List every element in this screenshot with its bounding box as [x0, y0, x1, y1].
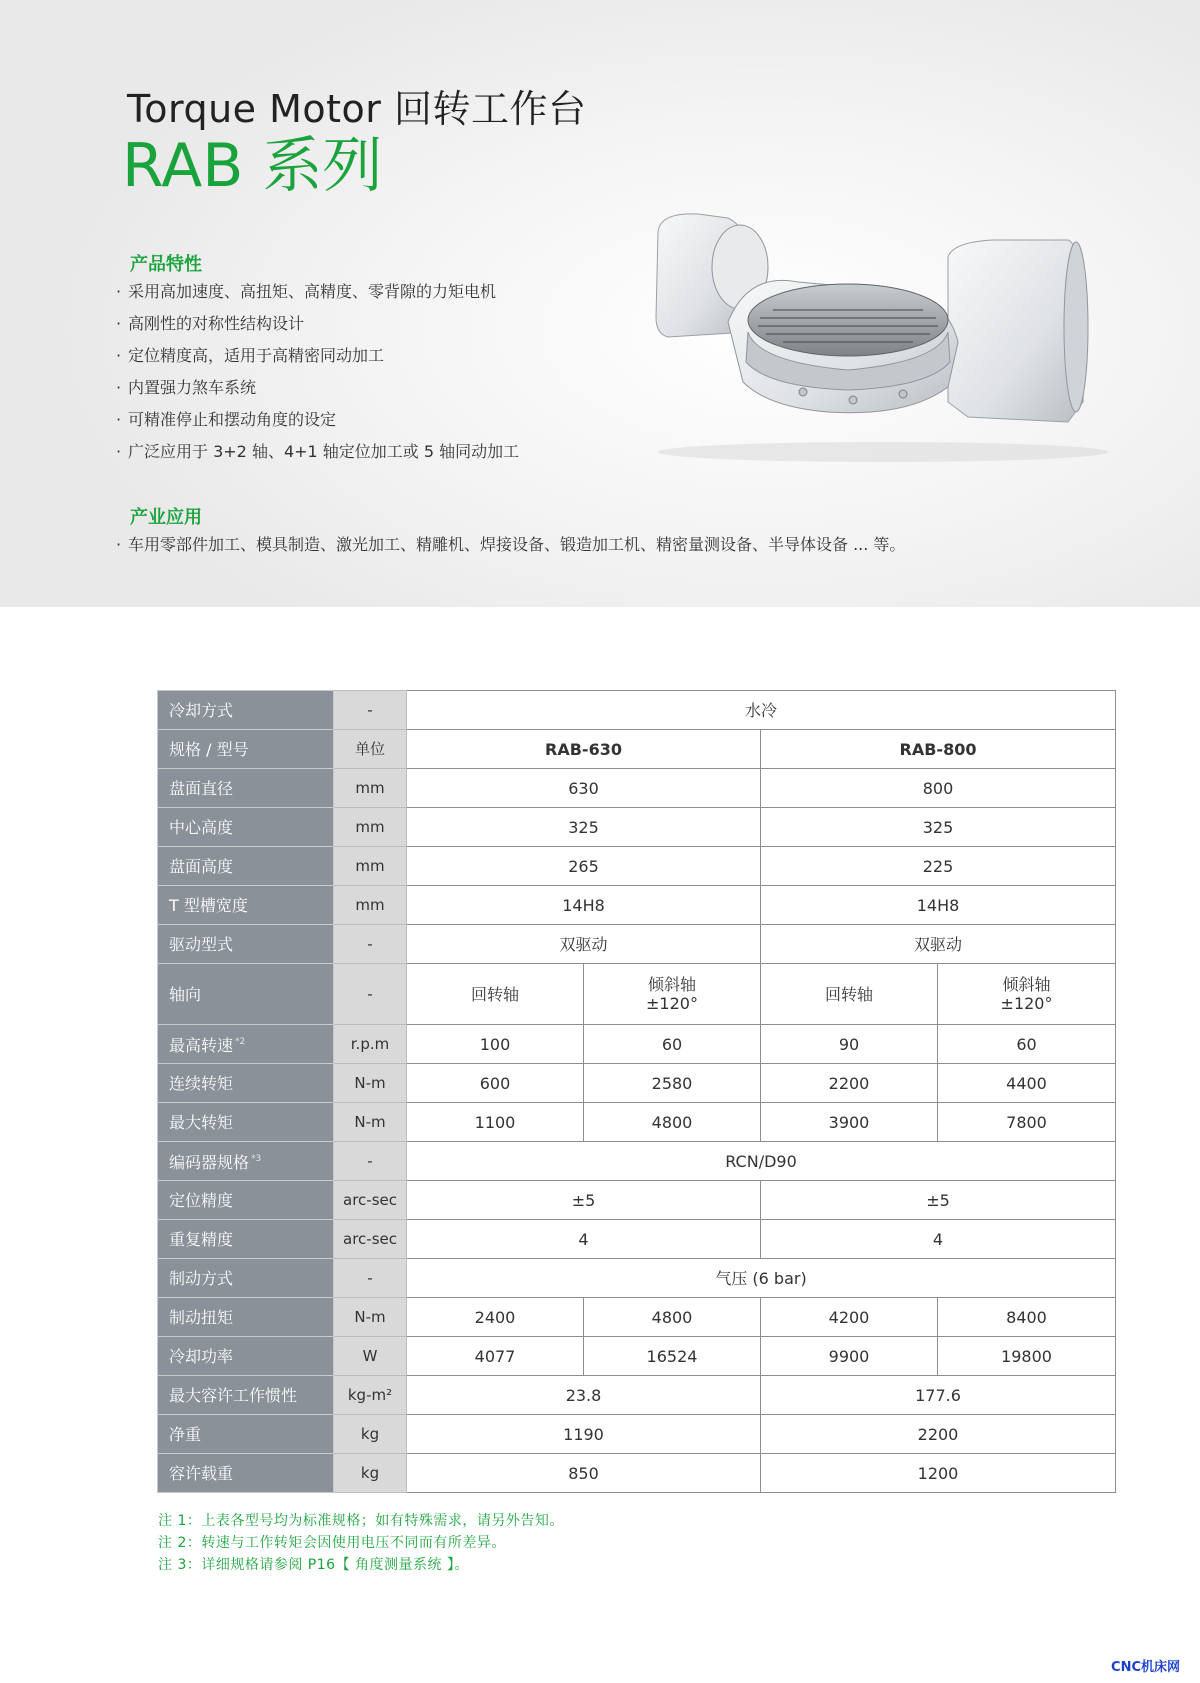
- table-cell: 16524: [584, 1337, 761, 1376]
- table-row: [158, 1142, 1116, 1181]
- row-label: 驱动型式: [158, 925, 334, 964]
- table-cell: 1100: [407, 1103, 584, 1142]
- axis-tilt-range: ±120°: [1000, 994, 1053, 1013]
- axis-tilt-range: ±120°: [646, 994, 698, 1013]
- row-label: 最大容许工作惯性: [158, 1376, 334, 1415]
- table-cell: RCN/D90: [407, 1142, 1116, 1181]
- applications-heading: 产业应用: [130, 507, 202, 528]
- table-cell: 1200: [761, 1454, 1116, 1493]
- footnote-marker: *3: [251, 1154, 262, 1164]
- row-unit: N-m: [334, 1103, 407, 1142]
- row-unit: mm: [334, 847, 407, 886]
- row-label: 盘面高度: [158, 847, 334, 886]
- row-label: 制动方式: [158, 1259, 334, 1298]
- row-unit: r.p.m: [334, 1025, 407, 1064]
- table-cell: 225: [761, 847, 1116, 886]
- table-cell: 800: [761, 769, 1116, 808]
- table-cell: 8400: [938, 1298, 1116, 1337]
- row-label: 中心高度: [158, 808, 334, 847]
- row-label: 盘面直径: [158, 769, 334, 808]
- row-label-text: 编码器规格: [169, 1153, 250, 1172]
- table-row: [158, 925, 1116, 964]
- list-item: · 采用高加速度、高扭矩、高精度、零背隙的力矩电机: [116, 276, 519, 308]
- table-cell: 325: [407, 808, 761, 847]
- table-row: [158, 964, 1116, 1025]
- table-cell: 177.6: [761, 1376, 1116, 1415]
- table-cell: ±5: [407, 1181, 761, 1220]
- list-item: · 广泛应用于 3+2 轴、4+1 轴定位加工或 5 轴同动加工: [116, 436, 519, 468]
- table-cell: 4077: [407, 1337, 584, 1376]
- spec-table: [157, 690, 1116, 1493]
- table-cell: 9900: [761, 1337, 938, 1376]
- row-unit: -: [334, 925, 407, 964]
- table-cell: 双驱动: [407, 925, 761, 964]
- axis-tilt: [584, 964, 761, 1025]
- row-label: 冷却功率: [158, 1337, 334, 1376]
- table-row: [158, 886, 1116, 925]
- row-label: 重复精度: [158, 1220, 334, 1259]
- features-list: [116, 276, 519, 468]
- series-title: RAB 系列: [122, 131, 383, 201]
- table-cell: 4: [761, 1220, 1116, 1259]
- axis-tilt: [938, 964, 1116, 1025]
- table-cell: 2400: [407, 1298, 584, 1337]
- row-label-text: 最高转速: [169, 1036, 234, 1055]
- row-label: [158, 1142, 334, 1181]
- axis-tilt-name: 倾斜轴: [647, 975, 696, 994]
- table-cell: 4: [407, 1220, 761, 1259]
- row-unit: kg-m²: [334, 1376, 407, 1415]
- row-label: 最大转矩: [158, 1103, 334, 1142]
- row-unit: kg: [334, 1454, 407, 1493]
- table-cell: 23.8: [407, 1376, 761, 1415]
- table-cell: 2200: [761, 1415, 1116, 1454]
- table-cell: 600: [407, 1064, 584, 1103]
- product-title: Torque Motor 回转工作台: [127, 87, 587, 131]
- table-cell: 2200: [761, 1064, 938, 1103]
- table-row: [158, 1337, 1116, 1376]
- table-row: [158, 1220, 1116, 1259]
- row-label: 制动扭矩: [158, 1298, 334, 1337]
- table-cell: 7800: [938, 1103, 1116, 1142]
- row-label: 定位精度: [158, 1181, 334, 1220]
- row-label: 净重: [158, 1415, 334, 1454]
- table-cell: 60: [938, 1025, 1116, 1064]
- table-row: [158, 1259, 1116, 1298]
- table-cell: 60: [584, 1025, 761, 1064]
- note-1: 注 1：上表各型号均为标准规格；如有特殊需求，请另外告知。: [158, 1513, 564, 1529]
- row-unit: -: [334, 691, 407, 730]
- row-unit: N-m: [334, 1298, 407, 1337]
- row-unit: mm: [334, 808, 407, 847]
- note-2: 注 2：转速与工作转矩会因使用电压不同而有所差异。: [158, 1535, 506, 1551]
- table-cell: 19800: [938, 1337, 1116, 1376]
- table-row: [158, 808, 1116, 847]
- table-row: [158, 1376, 1116, 1415]
- table-row: [158, 1454, 1116, 1493]
- table-notes: [158, 1510, 564, 1576]
- table-cell: 4800: [584, 1103, 761, 1142]
- table-cell: 2580: [584, 1064, 761, 1103]
- row-unit: arc-sec: [334, 1220, 407, 1259]
- table-cell: 14H8: [761, 886, 1116, 925]
- list-item: · 可精准停止和摆动角度的设定: [116, 404, 519, 436]
- row-label: 冷却方式: [158, 691, 334, 730]
- table-cell: 325: [761, 808, 1116, 847]
- table-row: [158, 769, 1116, 808]
- row-unit: N-m: [334, 1064, 407, 1103]
- table-cell: 4400: [938, 1064, 1116, 1103]
- table-cell: 1190: [407, 1415, 761, 1454]
- row-label: 容许载重: [158, 1454, 334, 1493]
- table-cell: 850: [407, 1454, 761, 1493]
- axis-rotary: 回转轴: [407, 964, 584, 1025]
- row-unit: W: [334, 1337, 407, 1376]
- row-label: [158, 1025, 334, 1064]
- row-unit: -: [334, 964, 407, 1025]
- table-row: [158, 847, 1116, 886]
- table-row: [158, 1181, 1116, 1220]
- list-item: · 内置强力煞车系统: [116, 372, 519, 404]
- table-cell: 4200: [761, 1298, 938, 1337]
- rotary-table-image: [648, 212, 1118, 462]
- table-cell: ±5: [761, 1181, 1116, 1220]
- cooling-value: 水冷: [407, 691, 1116, 730]
- list-item: · 车用零部件加工、模具制造、激光加工、精雕机、焊接设备、锻造加工机、精密量测设备、半导体设备 ... 等。: [116, 529, 905, 561]
- axis-tilt-name: 倾斜轴: [1002, 975, 1051, 994]
- applications-list: [116, 529, 905, 561]
- axis-rotary: 回转轴: [761, 964, 938, 1025]
- table-row: [158, 691, 1116, 730]
- row-unit: 单位: [334, 730, 407, 769]
- row-unit: -: [334, 1142, 407, 1181]
- row-unit: -: [334, 1259, 407, 1298]
- features-heading: 产品特性: [130, 254, 202, 275]
- row-unit: mm: [334, 769, 407, 808]
- list-item: · 定位精度高，适用于高精密同动加工: [116, 340, 519, 372]
- table-row: [158, 1064, 1116, 1103]
- table-cell: 630: [407, 769, 761, 808]
- table-cell: 双驱动: [761, 925, 1116, 964]
- table-cell: 14H8: [407, 886, 761, 925]
- table-cell: 265: [407, 847, 761, 886]
- table-row: [158, 1298, 1116, 1337]
- site-watermark: CNC机床网: [1111, 1660, 1180, 1675]
- note-3: 注 3：详细规格请参阅 P16【 角度测量系统 】。: [158, 1557, 469, 1573]
- row-unit: kg: [334, 1415, 407, 1454]
- row-label: 规格 / 型号: [158, 730, 334, 769]
- table-row: [158, 730, 1116, 769]
- table-row: [158, 1415, 1116, 1454]
- list-item: · 高刚性的对称性结构设计: [116, 308, 519, 340]
- row-label: 连续转矩: [158, 1064, 334, 1103]
- row-label: T 型槽宽度: [158, 886, 334, 925]
- table-cell: 气压 (6 bar): [407, 1259, 1116, 1298]
- footnote-marker: *2: [235, 1037, 246, 1047]
- row-unit: arc-sec: [334, 1181, 407, 1220]
- row-unit: mm: [334, 886, 407, 925]
- model-rab-800: RAB-800: [761, 730, 1116, 769]
- table-cell: 90: [761, 1025, 938, 1064]
- model-rab-630: RAB-630: [407, 730, 761, 769]
- table-row: [158, 1103, 1116, 1142]
- table-cell: 100: [407, 1025, 584, 1064]
- row-label: 轴向: [158, 964, 334, 1025]
- table-cell: 4800: [584, 1298, 761, 1337]
- table-row: [158, 1025, 1116, 1064]
- table-cell: 3900: [761, 1103, 938, 1142]
